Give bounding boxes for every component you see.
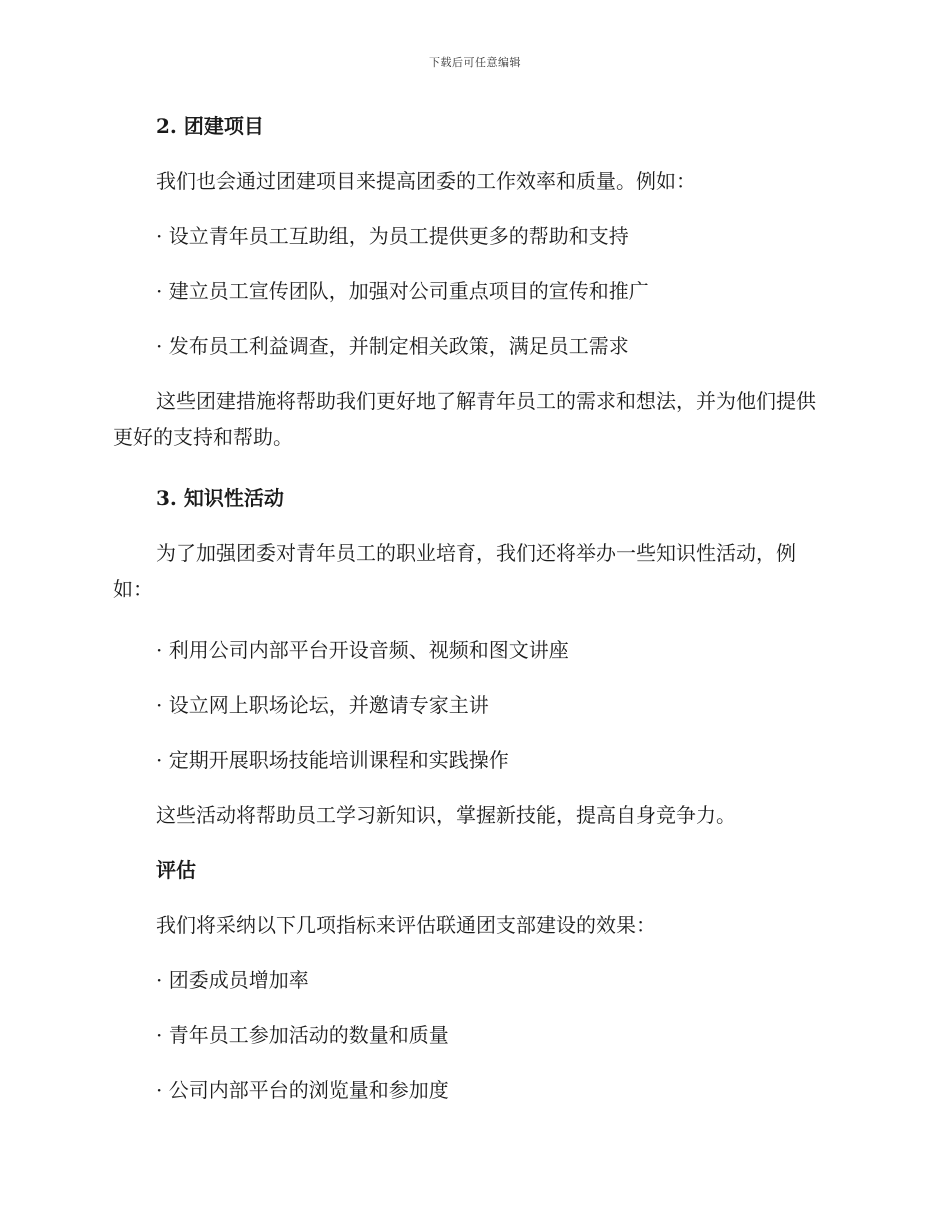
section-intro: 我们也会通过团建项目来提高团委的工作效率和质量。例如： <box>156 169 696 193</box>
section-heading-evaluation: 评估 <box>156 858 196 882</box>
list-item: · 设立青年员工互助组，为员工提供更多的帮助和支持 <box>156 224 629 248</box>
list-item: · 建立员工宣传团队，加强对公司重点项目的宣传和推广 <box>156 279 649 303</box>
list-item: · 定期开展职场技能培训课程和实践操作 <box>156 748 509 772</box>
list-item: · 设立网上职场论坛，并邀请专家主讲 <box>156 693 489 717</box>
list-item: · 发布员工利益调查，并制定相关政策，满足员工需求 <box>156 334 629 358</box>
section-heading-knowledge-activities: 3. 知识性活动 <box>156 486 284 510</box>
section-heading-team-building: 2. 团建项目 <box>156 114 264 138</box>
section-conclusion: 这些团建措施将帮助我们更好地了解青年员工的需求和想法，并为他们提供更好的支持和帮助。 <box>113 389 816 449</box>
section-intro: 为了加强团委对青年员工的职业培育，我们还将举办一些知识性活动，例如： <box>113 541 796 601</box>
list-item: · 公司内部平台的浏览量和参加度 <box>156 1078 449 1102</box>
list-item: · 青年员工参加活动的数量和质量 <box>156 1023 449 1047</box>
section-intro: 我们将采纳以下几项指标来评估联通团支部建设的效果： <box>156 913 656 937</box>
page-header: 下载后可任意编辑 <box>429 56 521 69</box>
list-item: · 团委成员增加率 <box>156 968 309 992</box>
section-conclusion: 这些活动将帮助员工学习新知识，掌握新技能，提高自身竞争力。 <box>156 803 736 827</box>
list-item: · 利用公司内部平台开设音频、视频和图文讲座 <box>156 638 569 662</box>
